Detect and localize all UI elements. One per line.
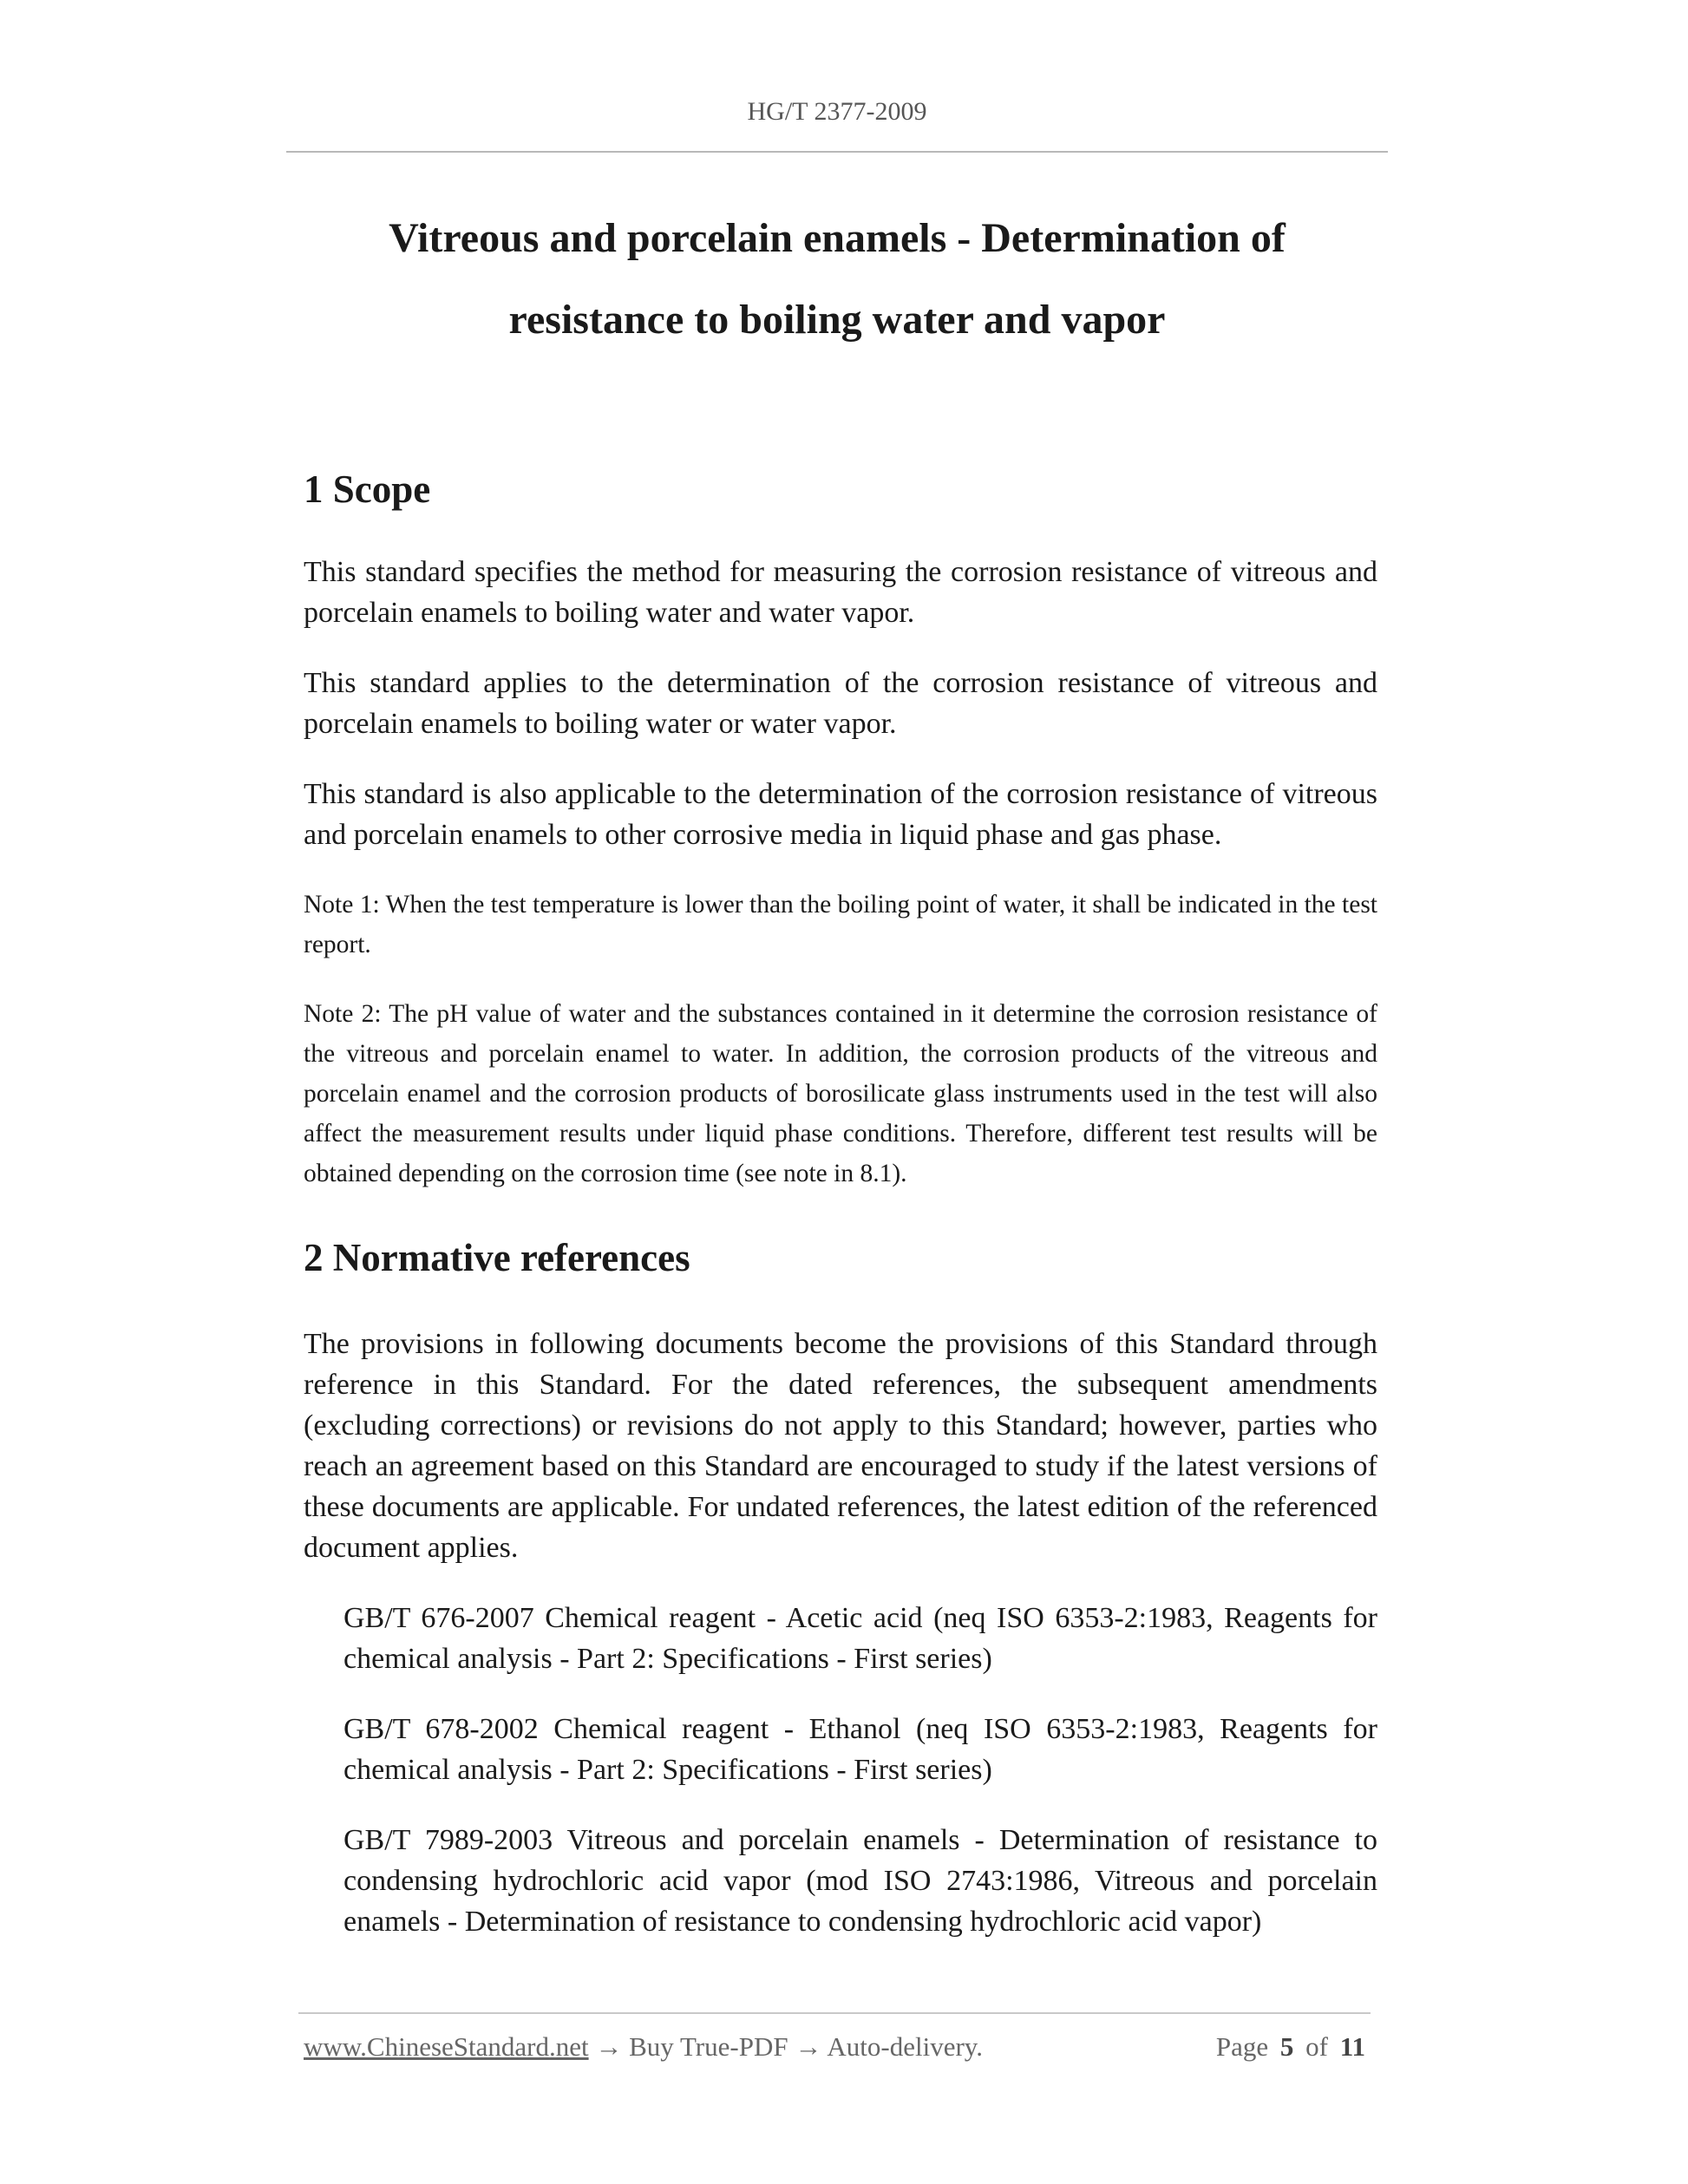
arrow-right-icon: → (595, 2031, 623, 2062)
header-divider (286, 151, 1388, 153)
title-line-2: resistance to boiling water and vapor (508, 297, 1166, 343)
scope-note-2: Note 2: The pH value of water and the substances contained in it determine the corrosion resistance of the vitreous and porcelain enamel to water. In addition, the corrosion products of the vitreous and porcelain enamel and the corrosion products of borosilicate glass instruments used in the test will also affect the measurement results under liquid phase conditions. Therefore, different test results will be obtained depending on the corrosion time (see note in 8.1). (304, 1000, 1377, 1187)
total-pages: 11 (1339, 2031, 1365, 2062)
document-title (286, 198, 1388, 361)
of-label: of (1305, 2031, 1328, 2062)
footer-promo (304, 2031, 983, 2063)
reference-item: GB/T 678-2002 Chemical reagent - Ethanol (neq ISO 6353-2:1983, Reagents for chemical analysis - Part 2: Specifications - First series) (343, 1713, 1377, 1786)
reference-item: GB/T 7989-2003 Vitreous and porcelain enamels - Determination of resistance to condensing hydrochloric acid vapor (mod ISO 2743:1986, Vitreous and porcelain enamels - Determination of resistance to condensing hydrochloric acid vapor) (343, 1824, 1377, 1938)
page-footer (304, 2031, 1365, 2063)
scope-note-1: Note 1: When the test temperature is lower than the boiling point of water, it shall be indicated in the test report. (304, 891, 1377, 958)
section-heading-scope: 1 Scope (304, 468, 431, 511)
auto-delivery-text: Auto-delivery. (827, 2031, 984, 2062)
title-line-1: Vitreous and porcelain enamels - Determination of (389, 215, 1286, 261)
document-body (304, 458, 1377, 1971)
normative-intro-paragraph: The provisions in following documents become the provisions of this Standard through reference in this Standard. For the dated references, the subsequent amendments (excluding corrections) or revisions do not apply to this Standard; however, parties who reach an agreement based on this Standard are encouraged to study if the latest versions of these documents are applicable. For undated references, the latest edition of the referenced document applies. (304, 1328, 1377, 1564)
current-page: 5 (1279, 2031, 1294, 2062)
page-header: HG/T 2377-2009 (747, 97, 927, 126)
scope-paragraph-3: This standard is also applicable to the determination of the corrosion resistance of vitreous and porcelain enamels to other corrosive media in liquid phase and gas phase. (304, 778, 1377, 851)
section-heading-normative-references: 2 Normative references (304, 1236, 690, 1279)
reference-item: GB/T 676-2007 Chemical reagent - Acetic acid (neq ISO 6353-2:1983, Reagents for chemical analysis - Part 2: Specifications - First series) (343, 1602, 1377, 1675)
arrow-right-icon: → (795, 2031, 822, 2062)
website-link[interactable]: www.ChineseStandard.net (304, 2031, 589, 2062)
page-label: Page (1215, 2031, 1269, 2062)
scope-paragraph-1: This standard specifies the method for measuring the corrosion resistance of vitreous and porcelain enamels to boiling water and water vapor. (304, 556, 1377, 629)
footer-divider (298, 2012, 1371, 2014)
page-number (1211, 2031, 1365, 2063)
buy-pdf-text: Buy True-PDF (629, 2031, 788, 2062)
scope-paragraph-2: This standard applies to the determination of the corrosion resistance of vitreous and porcelain enamels to boiling water or water vapor. (304, 667, 1377, 740)
